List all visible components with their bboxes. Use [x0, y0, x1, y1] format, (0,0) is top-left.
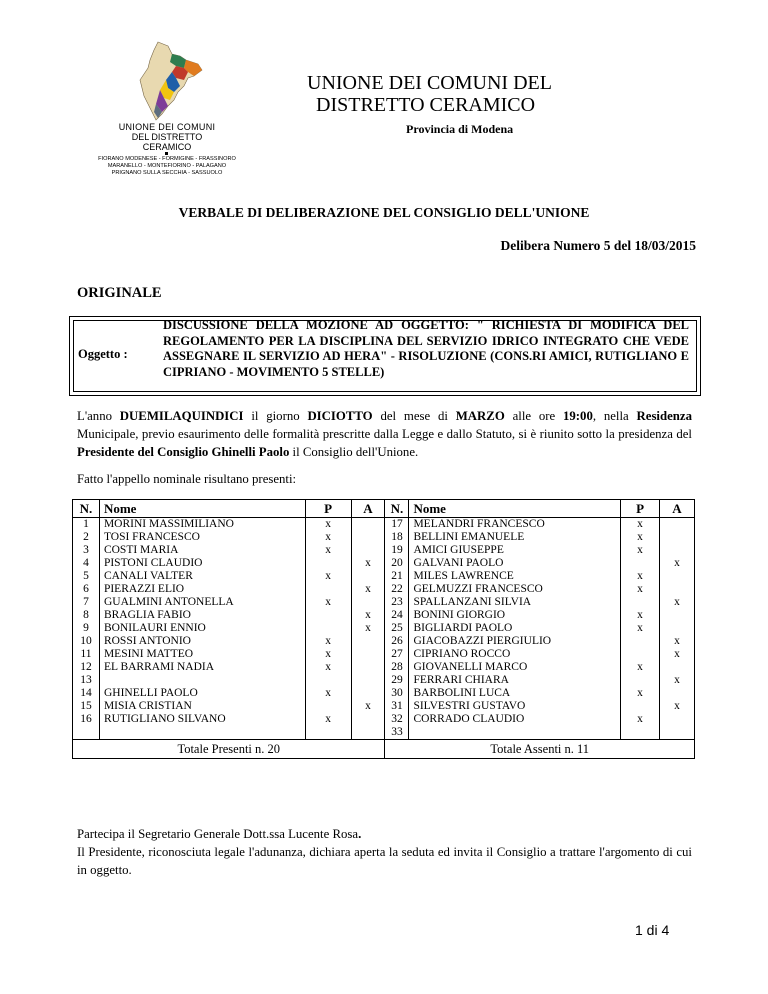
logo-line-1: UNIONE DEI COMUNI — [118, 122, 216, 132]
row-number: 18 — [385, 531, 409, 544]
present-mark: x — [305, 531, 351, 544]
row-number: 15 — [73, 700, 100, 713]
row-number: 33 — [385, 726, 409, 740]
present-mark: x — [305, 596, 351, 609]
present-mark: x — [621, 583, 660, 596]
table-row — [73, 583, 695, 596]
present-mark — [621, 648, 660, 661]
councillor-name: BONINI GIORGIO — [409, 609, 621, 622]
councillor-name: GUALMINI ANTONELLA — [99, 596, 305, 609]
present-mark — [621, 596, 660, 609]
row-number: 22 — [385, 583, 409, 596]
row-number: 14 — [73, 687, 100, 700]
row-number: 21 — [385, 570, 409, 583]
present-mark — [621, 635, 660, 648]
councillor-name: CORRADO CLAUDIO — [409, 713, 621, 726]
councillor-name: GHINELLI PAOLO — [99, 687, 305, 700]
councillor-name: BIGLIARDI PAOLO — [409, 622, 621, 635]
councillor-name: MILES LAWRENCE — [409, 570, 621, 583]
absent-mark — [660, 622, 695, 635]
header-title-line-2: DISTRETTO CERAMICO — [316, 94, 536, 116]
table-row — [73, 570, 695, 583]
councillor-name: BARBOLINI LUCA — [409, 687, 621, 700]
document-heading: VERBALE DI DELIBERAZIONE DEL CONSIGLIO DELL'UNIONE — [178, 205, 590, 220]
councillor-name: BRAGLIA FABIO — [99, 609, 305, 622]
president-line: Il Presidente, riconosciuta legale l'adunanza, dichiara aperta la seduta ed invita il Consiglio a trattare l'argomento di cui in oggetto. — [77, 845, 692, 877]
absent-mark: x — [660, 557, 695, 570]
councillor-name: CANALI VALTER — [99, 570, 305, 583]
absent-mark — [351, 544, 385, 557]
councillor-name: RUTIGLIANO SILVANO — [99, 713, 305, 726]
table-row — [73, 713, 695, 726]
councillor-name — [99, 726, 305, 740]
row-number: 20 — [385, 557, 409, 570]
absent-mark: x — [351, 557, 385, 570]
councillor-name: GIOVANELLI MARCO — [409, 661, 621, 674]
row-number: 7 — [73, 596, 100, 609]
absent-mark — [351, 674, 385, 687]
table-row — [73, 648, 695, 661]
absent-mark — [660, 544, 695, 557]
province-label: Provincia di Modena — [406, 122, 514, 136]
logo-line-2: DEL DISTRETTO — [131, 132, 203, 142]
present-mark: x — [305, 687, 351, 700]
total-absent: Totale Assenti n. 11 — [385, 740, 695, 759]
present-mark — [305, 674, 351, 687]
absent-mark — [351, 531, 385, 544]
absent-mark — [351, 596, 385, 609]
present-mark — [305, 557, 351, 570]
present-mark — [305, 726, 351, 740]
absent-mark: x — [351, 700, 385, 713]
para-text: il giorno — [243, 409, 308, 423]
absent-mark: x — [351, 622, 385, 635]
absent-mark — [660, 661, 695, 674]
para-text: , nella — [592, 409, 637, 423]
present-mark: x — [621, 570, 660, 583]
para-venue: Residenza — [636, 409, 692, 423]
present-mark — [305, 583, 351, 596]
present-mark: x — [305, 518, 351, 532]
present-mark: x — [305, 661, 351, 674]
page-number: 1 di 4 — [635, 922, 670, 938]
councillor-name: MESINI MATTEO — [99, 648, 305, 661]
row-number: 16 — [73, 713, 100, 726]
councillor-name: FERRARI CHIARA — [409, 674, 621, 687]
row-number: 24 — [385, 609, 409, 622]
councillor-name: PIERAZZI ELIO — [99, 583, 305, 596]
councillor-name: MELANDRI FRANCESCO — [409, 518, 621, 532]
logo-towns-3: PRIGNANO SULLA SECCHIA - SASSUOLO — [111, 170, 223, 176]
present-mark: x — [305, 570, 351, 583]
para-year: DUEMILAQUINDICI — [119, 409, 244, 423]
row-number: 32 — [385, 713, 409, 726]
table-row — [73, 674, 695, 687]
row-number: 10 — [73, 635, 100, 648]
header-a: A — [660, 500, 695, 518]
councillor-name: MISIA CRISTIAN — [99, 700, 305, 713]
present-mark: x — [621, 687, 660, 700]
para-president: Presidente del Consiglio Ghinelli Paolo — [77, 445, 290, 459]
roll-call-label: Fatto l'appello nominale risultano presenti: — [77, 472, 297, 486]
table-row — [73, 518, 695, 532]
row-number: 19 — [385, 544, 409, 557]
councillor-name: COSTI MARIA — [99, 544, 305, 557]
row-number — [73, 726, 100, 740]
row-number: 26 — [385, 635, 409, 648]
row-number: 29 — [385, 674, 409, 687]
councillor-name: MORINI MASSIMILIANO — [99, 518, 305, 532]
councillor-name: CIPRIANO ROCCO — [409, 648, 621, 661]
closing-paragraph — [77, 825, 692, 879]
absent-mark — [351, 726, 385, 740]
row-number: 17 — [385, 518, 409, 532]
absent-mark — [351, 570, 385, 583]
para-text: alle ore — [504, 409, 563, 423]
para-text: Municipale, previo esaurimento delle formalità prescritte dalla Legge e dallo Statuto, si è riunito sotto la presidenza del — [77, 427, 692, 441]
present-mark: x — [621, 622, 660, 635]
secretary-line: Partecipa il Segretario Generale Dott.ssa Lucente Rosa — [77, 827, 359, 841]
logo-towns-1: FIORANO MODENESE - FORMIGINE - FRASSINORO — [98, 156, 236, 162]
row-number: 28 — [385, 661, 409, 674]
present-mark — [621, 557, 660, 570]
councillor-name: PISTONI CLAUDIO — [99, 557, 305, 570]
row-number: 23 — [385, 596, 409, 609]
table-row — [73, 557, 695, 570]
row-number: 12 — [73, 661, 100, 674]
originale-label: ORIGINALE — [77, 285, 162, 301]
absent-mark — [660, 726, 695, 740]
councillor-name: BONILAURI ENNIO — [99, 622, 305, 635]
table-row — [73, 687, 695, 700]
councillor-name: TOSI FRANCESCO — [99, 531, 305, 544]
para-text: del mese di — [372, 409, 456, 423]
union-logo — [92, 40, 242, 175]
row-number: 2 — [73, 531, 100, 544]
absent-mark: x — [660, 700, 695, 713]
present-mark: x — [621, 713, 660, 726]
absent-mark — [351, 661, 385, 674]
present-mark: x — [305, 648, 351, 661]
present-mark — [621, 726, 660, 740]
table-row — [73, 544, 695, 557]
present-mark — [621, 700, 660, 713]
row-number: 4 — [73, 557, 100, 570]
absent-mark — [660, 583, 695, 596]
absent-mark — [351, 635, 385, 648]
para-text: il Consiglio dell'Unione. — [289, 445, 419, 459]
absent-mark — [660, 531, 695, 544]
header-p: P — [305, 500, 351, 518]
table-row — [73, 531, 695, 544]
header-a: A — [351, 500, 385, 518]
para-day: DICIOTTO — [307, 409, 373, 423]
present-mark: x — [621, 531, 660, 544]
absent-mark — [660, 609, 695, 622]
absent-mark — [351, 687, 385, 700]
absent-mark — [351, 648, 385, 661]
councillor-name: SILVESTRI GUSTAVO — [409, 700, 621, 713]
header-nome: Nome — [99, 500, 305, 518]
row-number: 6 — [73, 583, 100, 596]
header-title-line-1: UNIONE DEI COMUNI DEL — [307, 72, 552, 94]
row-number: 25 — [385, 622, 409, 635]
row-number: 5 — [73, 570, 100, 583]
present-mark: x — [305, 635, 351, 648]
absent-mark — [660, 518, 695, 532]
absent-mark: x — [351, 583, 385, 596]
secretary-period: . — [358, 827, 362, 841]
header-n: N. — [73, 500, 100, 518]
absent-mark — [660, 687, 695, 700]
row-number: 27 — [385, 648, 409, 661]
present-mark: x — [621, 661, 660, 674]
absent-mark — [351, 713, 385, 726]
absent-mark: x — [660, 596, 695, 609]
present-mark: x — [305, 544, 351, 557]
absent-mark: x — [351, 609, 385, 622]
oggetto-label: Oggetto : — [78, 347, 128, 361]
table-row — [73, 596, 695, 609]
councillor-name: GIACOBAZZI PIERGIULIO — [409, 635, 621, 648]
region-map-icon — [128, 40, 206, 122]
councillor-name: ROSSI ANTONIO — [99, 635, 305, 648]
present-mark: x — [621, 609, 660, 622]
header-n: N. — [385, 500, 409, 518]
total-present: Totale Presenti n. 20 — [73, 740, 385, 759]
row-number: 1 — [73, 518, 100, 532]
councillor-name: AMICI GIUSEPPE — [409, 544, 621, 557]
para-time: 19:00 — [563, 409, 593, 423]
row-number: 11 — [73, 648, 100, 661]
absent-mark: x — [660, 674, 695, 687]
row-number: 13 — [73, 674, 100, 687]
row-number: 8 — [73, 609, 100, 622]
attendance-table — [72, 499, 695, 759]
present-mark — [621, 674, 660, 687]
table-totals-row — [73, 740, 695, 759]
para-text: L'anno — [77, 409, 120, 423]
logo-dot-icon — [165, 152, 168, 155]
meeting-paragraph — [77, 407, 692, 461]
councillor-name — [99, 674, 305, 687]
header-p: P — [621, 500, 660, 518]
councillor-name — [409, 726, 621, 740]
present-mark — [305, 700, 351, 713]
present-mark: x — [305, 713, 351, 726]
table-header-row — [73, 500, 695, 518]
delibera-number: Delibera Numero 5 del 18/03/2015 — [500, 238, 696, 253]
councillor-name: GELMUZZI FRANCESCO — [409, 583, 621, 596]
councillor-name: GALVANI PAOLO — [409, 557, 621, 570]
logo-towns-2: MARANELLO - MONTEFIORINO - PALAGANO — [107, 163, 227, 169]
absent-mark — [351, 518, 385, 532]
row-number: 3 — [73, 544, 100, 557]
present-mark: x — [621, 518, 660, 532]
present-mark — [305, 622, 351, 635]
councillor-name: EL BARRAMI NADIA — [99, 661, 305, 674]
present-mark — [305, 609, 351, 622]
absent-mark — [660, 570, 695, 583]
absent-mark: x — [660, 648, 695, 661]
row-number: 30 — [385, 687, 409, 700]
logo-line-3: CERAMICO — [142, 142, 192, 152]
table-row — [73, 635, 695, 648]
header-nome: Nome — [409, 500, 621, 518]
table-row — [73, 726, 695, 740]
table-row — [73, 609, 695, 622]
table-row — [73, 661, 695, 674]
oggetto-text: DISCUSSIONE DELLA MOZIONE AD OGGETTO: " RICHIESTA DI MODIFICA DEL REGOLAMENTO PER LA DISCIPLINA DEL SERVIZIO IDRICO INTEGRATO CHE VEDE ASSEGNARE IL SERVIZIO AD HERA" - RISOLUZIONE (CONS.RI AMICI, RUTIGLIANO E CIPRIANO - MOVIMENTO 5 STELLE) — [163, 318, 689, 379]
row-number: 31 — [385, 700, 409, 713]
table-row — [73, 622, 695, 635]
councillor-name: BELLINI EMANUELE — [409, 531, 621, 544]
para-month: MARZO — [455, 409, 505, 423]
row-number: 9 — [73, 622, 100, 635]
absent-mark — [660, 713, 695, 726]
absent-mark: x — [660, 635, 695, 648]
table-row — [73, 700, 695, 713]
present-mark: x — [621, 544, 660, 557]
councillor-name: SPALLANZANI SILVIA — [409, 596, 621, 609]
